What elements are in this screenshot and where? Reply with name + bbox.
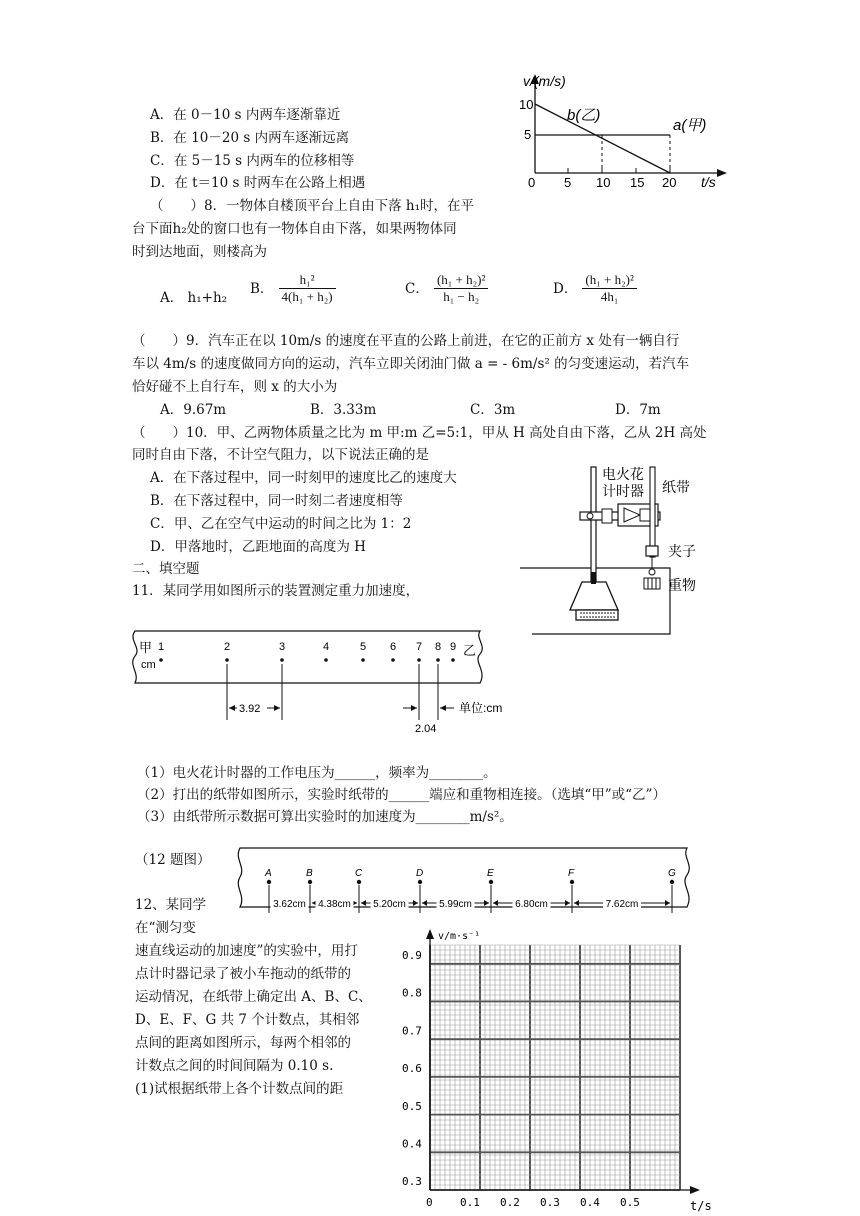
q7-ytick-10: 10	[519, 97, 534, 112]
q11-paper-tape	[125, 628, 503, 743]
q7-xtick-5: 5	[564, 175, 572, 190]
q12-tape-point-label-F: F	[568, 868, 575, 879]
q8-stem-3: 时到达地面，则楼高为	[132, 244, 267, 260]
q12-xtick-0.5: 0.5	[620, 1196, 640, 1209]
q12-ytick-0.9: 0.9	[402, 949, 422, 962]
q12-text-line-2: 在“测匀变	[135, 920, 196, 936]
q7-vt-graph	[505, 68, 735, 193]
q7-xtick-10: 10	[596, 175, 611, 190]
q11-label-clip: 夹子	[668, 543, 696, 559]
q12-dim-label-2: 5.20cm	[373, 899, 406, 910]
q12-tape-dot-D	[418, 880, 422, 884]
q12-tape-dot-A	[267, 880, 271, 884]
q11-tape-point-label-5: 5	[360, 641, 367, 653]
q7-graph-ylabel: v/(m/s)	[523, 73, 566, 89]
q12-text-line-9: (1)试根据纸带上各个计数点间的距	[135, 1081, 344, 1097]
q8-option-b-fraction: $\frac{\text{h₁²}}{\text{4(h₁ + h₂)}}$	[279, 272, 336, 305]
q12-text-line-3: 速直线运动的加速度”的实验中，用打	[135, 943, 358, 959]
q8-option-c: C． $\frac{\text{(h₁ + h₂)²}}{\text{h₁ − h₂}}$	[405, 272, 488, 305]
q12-tape-dot-C	[357, 880, 361, 884]
q11-tape-point-label-3: 3	[279, 641, 286, 653]
q12-ytick-0.7: 0.7	[402, 1024, 422, 1038]
q10-option-b: B．在下落过程中，同一时刻二者速度相等	[150, 493, 403, 509]
q11-tape-dot-5	[361, 658, 365, 662]
q11-tape-point-label-4: 4	[323, 641, 330, 653]
q10-option-d: D．甲落地时，乙距地面的高度为 H	[150, 539, 366, 555]
q11-tape-left-label: 甲	[139, 640, 153, 655]
q11-tape-dot-9	[451, 658, 455, 662]
q10-option-c: C．甲、乙在空气中运动的时间之比为 1：2	[150, 516, 412, 532]
q12-text-line-6: D、E、F、G 共 7 个计数点，其相邻	[135, 1012, 360, 1028]
q8-option-d: D． $\frac{\text{(h₁ + h₂)²}}{\text{4h₁}}$	[553, 272, 637, 305]
q9-stem-1: （ ）9．汽车正在以 10m/s 的速度在平直的公路上前进，在它的正前方 x 处有一辆自行	[132, 333, 680, 349]
q11-label-weight: 重物	[668, 577, 696, 593]
q7-option-d: D．在 t＝10 s 时两车在公路上相遇	[150, 175, 366, 191]
q12-dim-label-4: 6.80cm	[515, 899, 548, 910]
q7-xtick-15: 15	[630, 175, 645, 190]
q12-xtick-0.2: 0.2	[500, 1196, 520, 1209]
q11-dim-3-92: 3.92	[239, 703, 261, 715]
q12-tape-dot-F	[570, 880, 574, 884]
q11-stem: 11．某同学用如图所示的装置测定重力加速度，	[132, 583, 420, 599]
q11-tape-dot-4	[324, 658, 328, 662]
q12-text-line-7: 点间的距离如图所示，每两个相邻的	[135, 1035, 351, 1051]
q11-tape-point-label-9: 9	[450, 641, 457, 653]
q11-tape-point-label-8: 8	[435, 641, 442, 653]
q12-ytick-0.8: 0.8	[402, 986, 422, 1000]
q12-tape-point-label-C: C	[355, 868, 363, 879]
q11-dim-2-04: 2.04	[415, 723, 437, 735]
q12-tape-point-label-B: B	[306, 868, 313, 879]
q11-tape-dot-7	[417, 658, 421, 662]
q7-option-b: B．在 10－20 s 内两车逐渐远离	[150, 130, 350, 146]
q7-option-c: C．在 5－15 s 内两车的位移相等	[150, 153, 355, 169]
q7-option-a: A．在 0－10 s 内两车逐渐靠近	[150, 107, 341, 123]
q12-tape-point-label-G: G	[668, 868, 676, 879]
q9-option-c: C．3m	[470, 402, 516, 418]
q11-tape-right-label: 乙	[463, 643, 477, 658]
q8-stem-1: （ ）8．一物体自楼顶平台上自由下落 h₁时，在平	[150, 198, 474, 214]
q9-option-a: A．9.67m	[160, 402, 227, 418]
q11-tape-left-unit: cm	[141, 659, 156, 671]
q10-stem-2: 同时自由下落，不计空气阻力，以下说法正确的是	[132, 447, 429, 463]
q11-sub1: （1）电火花计时器的工作电压为______，频率为________。	[137, 765, 497, 781]
q7-ytick-5: 5	[524, 127, 532, 142]
q11-label-timer-2: 计时器	[602, 483, 644, 499]
q12-xtick-0.4: 0.4	[580, 1196, 600, 1209]
q9-stem-2: 车以 4m/s 的速度做同方向的运动，汽车立即关闭油门做 a = - 6m/s² 的匀变速运动，若汽车	[132, 356, 690, 372]
q12-tape-point-label-D: D	[416, 868, 424, 879]
q11-tape-dot-6	[391, 658, 395, 662]
q12-text-line-4: 点计时器记录了被小车拖动的纸带的	[135, 966, 351, 982]
q12-tape-dot-E	[489, 880, 493, 884]
q9-option-d: D．7m	[615, 402, 661, 418]
q12-ytick-0.5: 0.5	[402, 1099, 422, 1113]
q11-tape-point-label-7: 7	[416, 641, 423, 653]
q8-option-d-fraction: $\frac{\text{(h₁ + h₂)²}}{\text{4h₁}}$	[582, 272, 636, 305]
q11-sub3: （3）由纸带所示数据可算出实验时的加速度为________m/s²。	[137, 809, 513, 825]
q12-figure-label: （12 题图）	[135, 852, 211, 868]
q11-tape-point-label-2: 2	[224, 641, 231, 653]
q11-tape-point-label-6: 6	[390, 641, 397, 653]
q11-label-tape: 纸带	[662, 479, 690, 495]
q9-option-b: B．3.33m	[310, 402, 377, 418]
q11-tape-dot-3	[280, 658, 284, 662]
q8-option-a: A． h₁+h₂	[160, 290, 228, 306]
q12-text-line-5: 运动情况，在纸带上确定出 A、B、C、	[135, 989, 372, 1005]
q11-apparatus-diagram	[520, 462, 740, 642]
q12-graph-paper	[390, 925, 730, 1215]
q7-graph-xlabel: t/s	[701, 174, 716, 190]
q11-label-timer-1: 电火花	[602, 466, 644, 482]
q12-dim-label-3: 5.99cm	[439, 899, 472, 910]
q12-graph-xlabel: t/s	[690, 1199, 712, 1213]
q12-tape-point-label-A: A	[265, 868, 272, 879]
q11-unit-label: 单位:cm	[459, 701, 503, 715]
q12-xtick-0: 0	[426, 1196, 433, 1209]
q12-dim-label-0: 3.62cm	[273, 899, 306, 910]
q12-xtick-0.1: 0.1	[460, 1196, 480, 1209]
q10-option-a: A．在下落过程中，同一时刻甲的速度比乙的速度大	[150, 470, 457, 486]
q12-text-line-8: 计数点之间的时间间隔为 0.10 s.	[135, 1058, 334, 1074]
q11-tape-dot-2	[225, 658, 229, 662]
q12-graph-ylabel: v/m·s⁻¹	[438, 931, 481, 942]
q12-ytick-0.4: 0.4	[402, 1137, 422, 1151]
q12-tape-dot-G	[670, 880, 674, 884]
q12-ytick-0.3: 0.3	[402, 1175, 422, 1189]
q11-tape-dot-1	[159, 658, 163, 662]
q12-tape-point-label-E: E	[487, 868, 494, 879]
section-heading-fill-blank: 二、填空题	[132, 561, 200, 577]
q11-tape-point-label-1: 1	[158, 641, 165, 653]
q11-sub2: （2）打出的纸带如图所示，实验时纸带的______端应和重物相连接。（选填“甲”或“乙”）	[137, 787, 666, 803]
q7-xtick-20: 20	[662, 175, 677, 190]
q12-dim-label-5: 7.62cm	[605, 899, 639, 910]
q7-line-b	[535, 104, 670, 173]
q11-tape-dot-8	[436, 658, 440, 662]
q12-ytick-0.6: 0.6	[402, 1062, 422, 1076]
q9-stem-3: 恰好碰不上自行车，则 x 的大小为	[132, 379, 338, 395]
q12-xtick-0.3: 0.3	[540, 1196, 560, 1209]
q12-dim-label-1: 4.38cm	[318, 899, 351, 910]
q7-label-b: b(乙)	[567, 107, 601, 124]
q12-tape-dot-B	[308, 880, 312, 884]
q8-option-c-fraction: $\frac{\text{(h₁ + h₂)²}}{\text{h₁ − h₂}}$	[434, 272, 488, 305]
q8-stem-2: 台下面h₂处的窗口也有一物体自由下落，如果两物体同	[132, 221, 457, 237]
q12-text-line-1: 12、某同学	[135, 897, 207, 913]
q7-label-a: a(甲)	[673, 117, 707, 134]
q8-option-b: B． $\frac{\text{h₁²}}{\text{4(h₁ + h₂)}}$	[250, 272, 336, 305]
q7-xtick-0: 0	[528, 175, 536, 190]
q10-stem-1: （ ）10．甲、乙两物体质量之比为 m 甲:m 乙=5:1，甲从 H 高处自由下落，乙从 2H 高处	[132, 425, 707, 441]
q12-paper-tape	[232, 845, 702, 920]
